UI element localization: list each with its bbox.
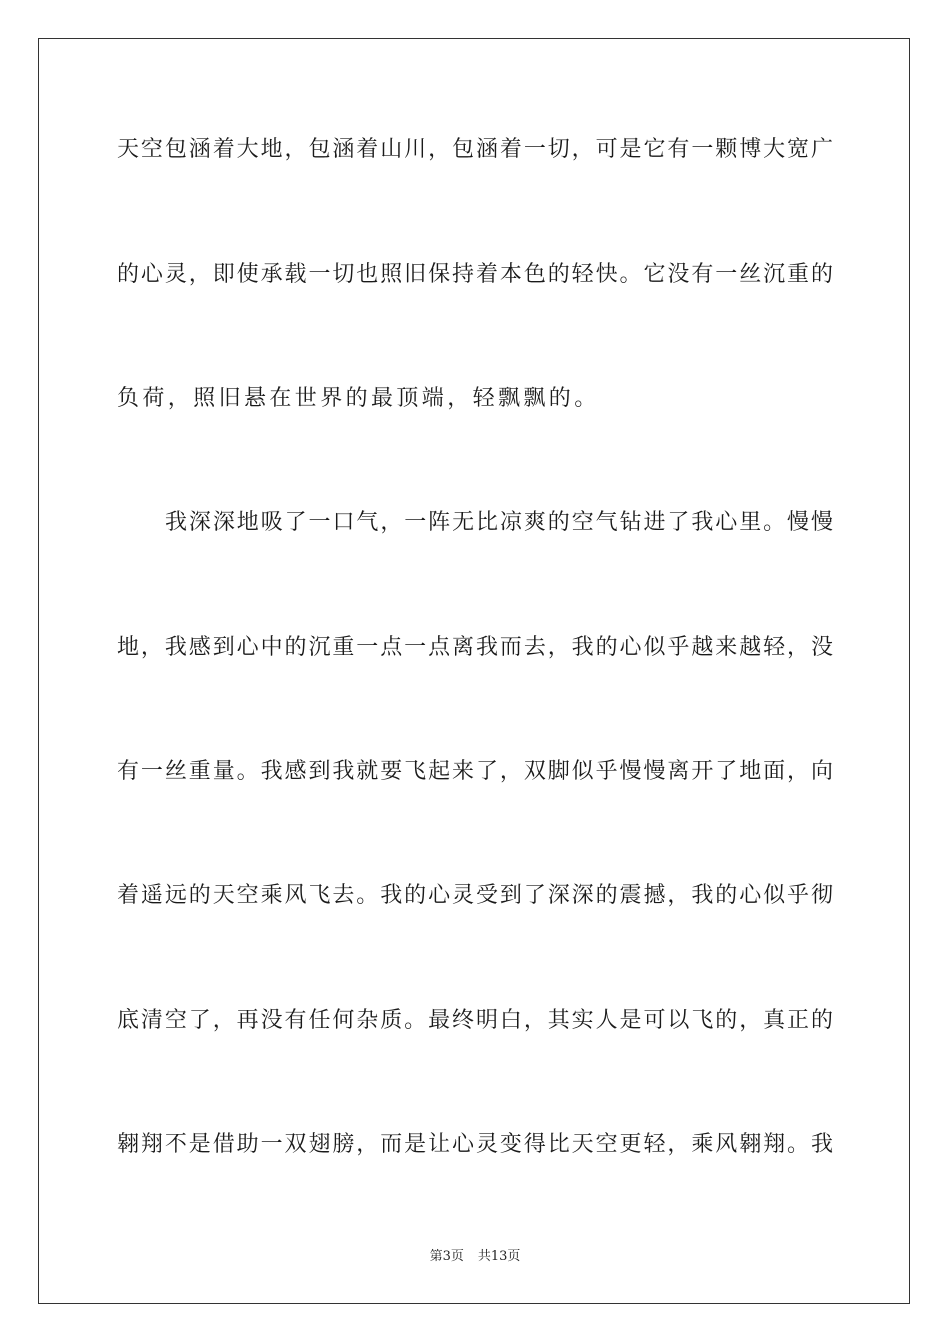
text-line: 翱翔不是借助一双翅膀，而是让心灵变得比天空更轻，乘风翱翔。我 (117, 1132, 833, 1157)
text-line: 的心灵，即使承载一切也照旧保持着本色的轻快。它没有一丝沉重的 (117, 262, 833, 287)
paragraph-first-line: 我深深地吸了一口气，一阵无比凉爽的空气钻进了我心里。慢慢 (165, 510, 833, 535)
text-line: 天空包涵着大地，包涵着山川，包涵着一切，可是它有一颗博大宽广 (117, 137, 833, 162)
text-line: 着遥远的天空乘风飞去。我的心灵受到了深深的震撼，我的心似乎彻 (117, 883, 833, 908)
text-line: 有一丝重量。我感到我就要飞起来了，双脚似乎慢慢离开了地面，向 (117, 759, 833, 784)
page-footer (0, 1248, 950, 1266)
page-total: 共13页 (477, 1249, 521, 1264)
text-line: 负荷，照旧悬在世界的最顶端，轻飘飘的。 (117, 386, 600, 411)
text-line: 地，我感到心中的沉重一点一点离我而去，我的心似乎越来越轻，没 (117, 635, 833, 660)
page-border (38, 38, 910, 1304)
page-number: 第3页 (429, 1249, 464, 1264)
text-line: 底清空了，再没有任何杂质。最终明白，其实人是可以飞的，真正的 (117, 1008, 833, 1033)
